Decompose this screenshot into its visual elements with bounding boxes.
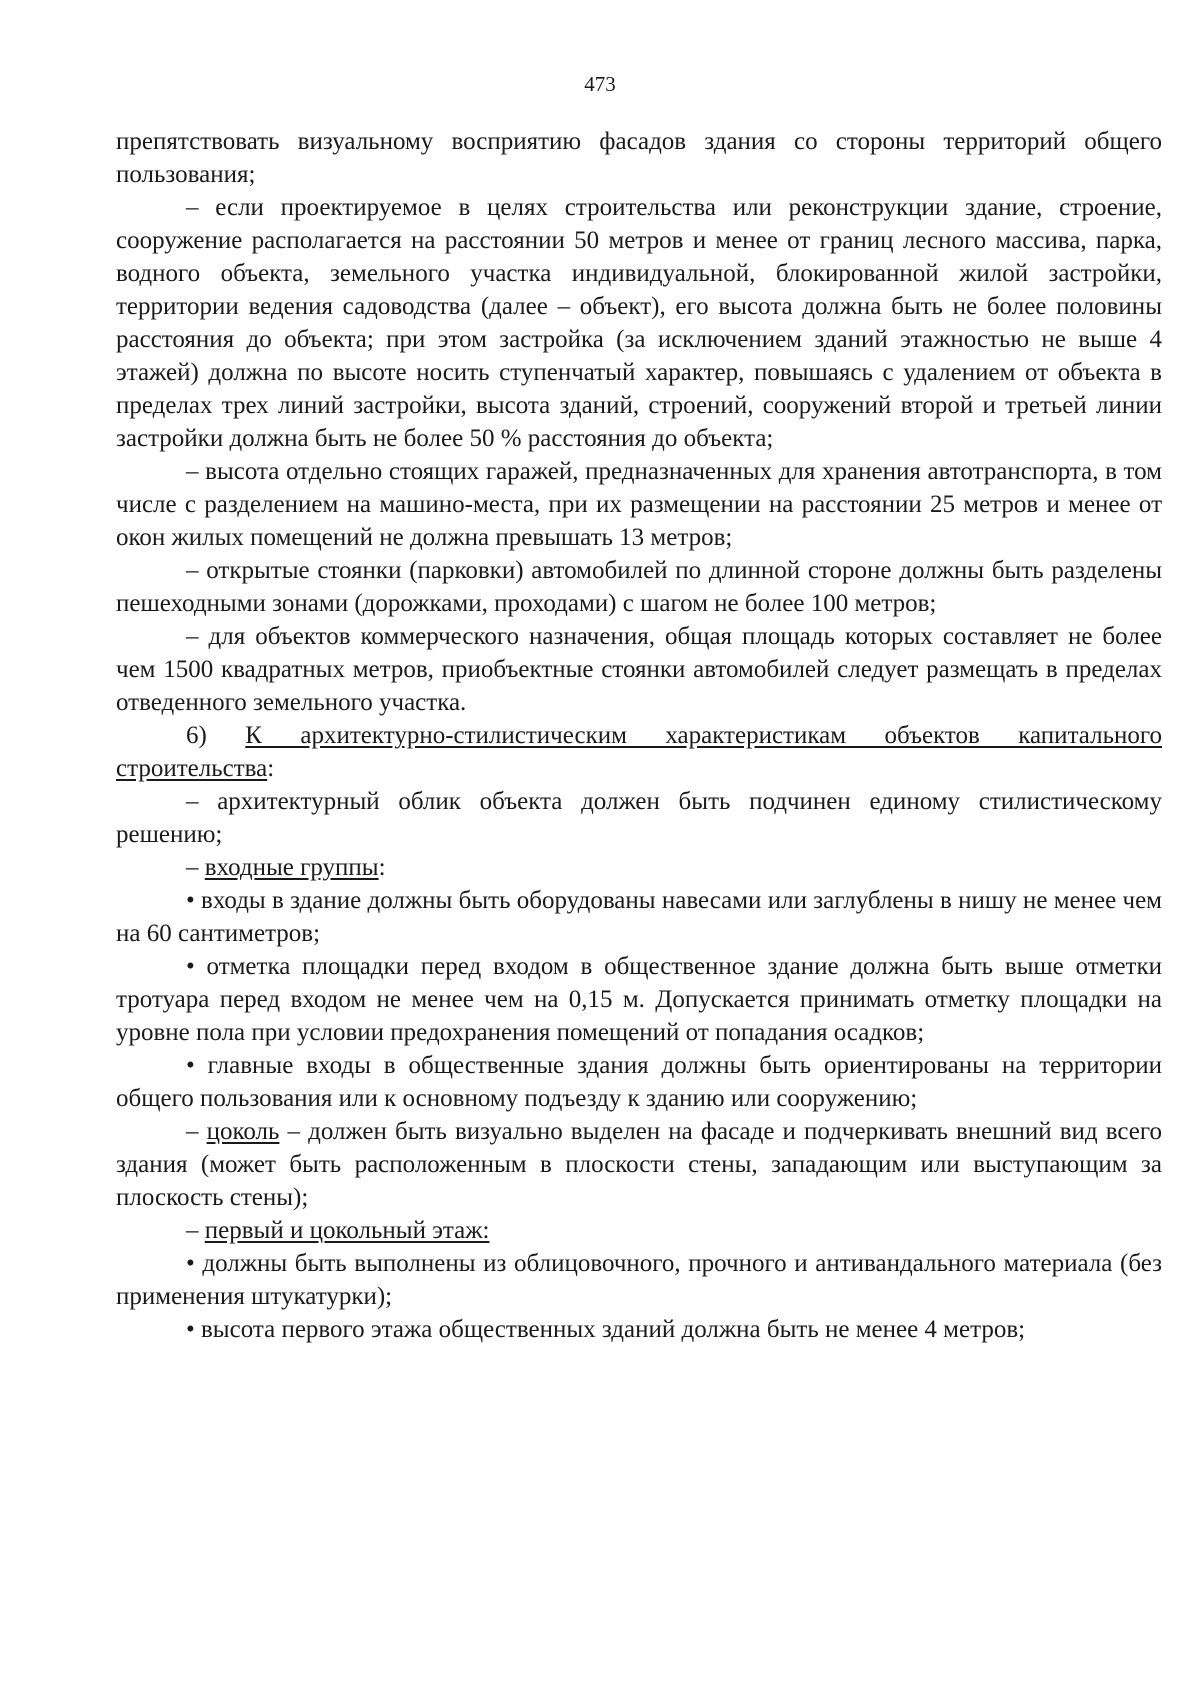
bullet-first-floor-height: • высота первого этажа общественных зданий должна быть не менее 4 метров; [186, 1316, 1026, 1343]
plinth-paragraph [116, 1115, 1162, 1214]
bullet-entrances-canopy: • входы в здание должны быть оборудованы навесами или заглублены в нишу не менее чем на 60 сантиметров; [116, 887, 1162, 947]
entry-groups-title: входные группы [204, 854, 379, 881]
page-number: 473 [584, 72, 616, 96]
plinth-text: – должен быть визуально выделен на фасаде и подчеркивать внешний вид всего здания (может быть расположенным в плоскости стены, западающим или выступающим за плоскость стены); [116, 1118, 1163, 1211]
plinth-dash: – [186, 1118, 207, 1145]
paragraph-garages: – высота отдельно стоящих гаражей, предназначенных для хранения автотранспорта, в том числе с разделением на машино-места, при их размещении на расстоянии 25 метров и менее от окон жилых помещений не должна превышать 13 метров; [116, 458, 1162, 551]
section-6-number: 6) [186, 722, 246, 749]
floors-heading [116, 1214, 1162, 1247]
paragraph-parking: – открытые стоянки (парковки) автомобилей по длинной стороне должны быть разделены пешеходными зонами (дорожками, проходами) с шагом не более 100 метров; [116, 557, 1162, 617]
section-6-heading [116, 719, 1162, 785]
bullet-entrance-platform-level: • отметка площадки перед входом в общественное здание должна быть выше отметки тротуара перед входом не менее чем на 0,15 м. Допускается принимать отметку площадки на уровне пола при условии предохранения помещений от попадания осадков; [116, 953, 1162, 1046]
entry-groups-dash: – [186, 854, 205, 881]
bullet-facing-material: • должны быть выполнены из облицовочного, прочного и антивандального материала (без применения штукатурки); [116, 1250, 1162, 1310]
paragraph-continuation: препятствовать визуальному восприятию фасадов здания со стороны территорий общего пользования; [116, 128, 1162, 188]
paragraph-building-height: – если проектируемое в целях строительства или реконструкции здание, строение, сооружение располагается на расстоянии 50 метров и менее от границ лесного массива, парка, водного объекта, земельного участка индивидуальной, блокированной жилой застройки, территории ведения садоводства (далее – объект), его высота должна быть не более половины расстояния до объекта; при этом застройка (за исключением зданий этажностью не выше 4 этажей) должна по высоте носить ступенчатый характер, повышаясь с удалением от объекта в пределах трех линий застройки, высота зданий, строений, сооружений второй и третьей линии застройки должна быть не более 50 % расстояния до объекта; [116, 194, 1162, 452]
bullet-main-entrances-orientation: • главные входы в общественные здания должны быть ориентированы на территории общего пользования или к основному подъезду к зданию или сооружению; [116, 1052, 1162, 1112]
paragraph-commercial-parking: – для объектов коммерческого назначения, общая площадь которых составляет не более чем 1500 квадратных метров, приобъектные стоянки автомобилей следует размещать в пределах отведенного земельного участка. [116, 623, 1162, 716]
entry-groups-heading [116, 851, 1162, 884]
section-6-title: К архитектурно-стилистическим характеристикам объектов капитального строительства [116, 722, 1162, 782]
entry-groups-colon: : [378, 854, 386, 881]
plinth-title: цоколь [206, 1118, 280, 1145]
section-6-colon: : [267, 755, 275, 782]
floors-title: первый и цокольный этаж: [204, 1217, 490, 1244]
floors-dash: – [186, 1217, 205, 1244]
document-body [116, 125, 1162, 1346]
paragraph-architectural-appearance: – архитектурный облик объекта должен быть подчинен единому стилистическому решению; [116, 788, 1162, 848]
